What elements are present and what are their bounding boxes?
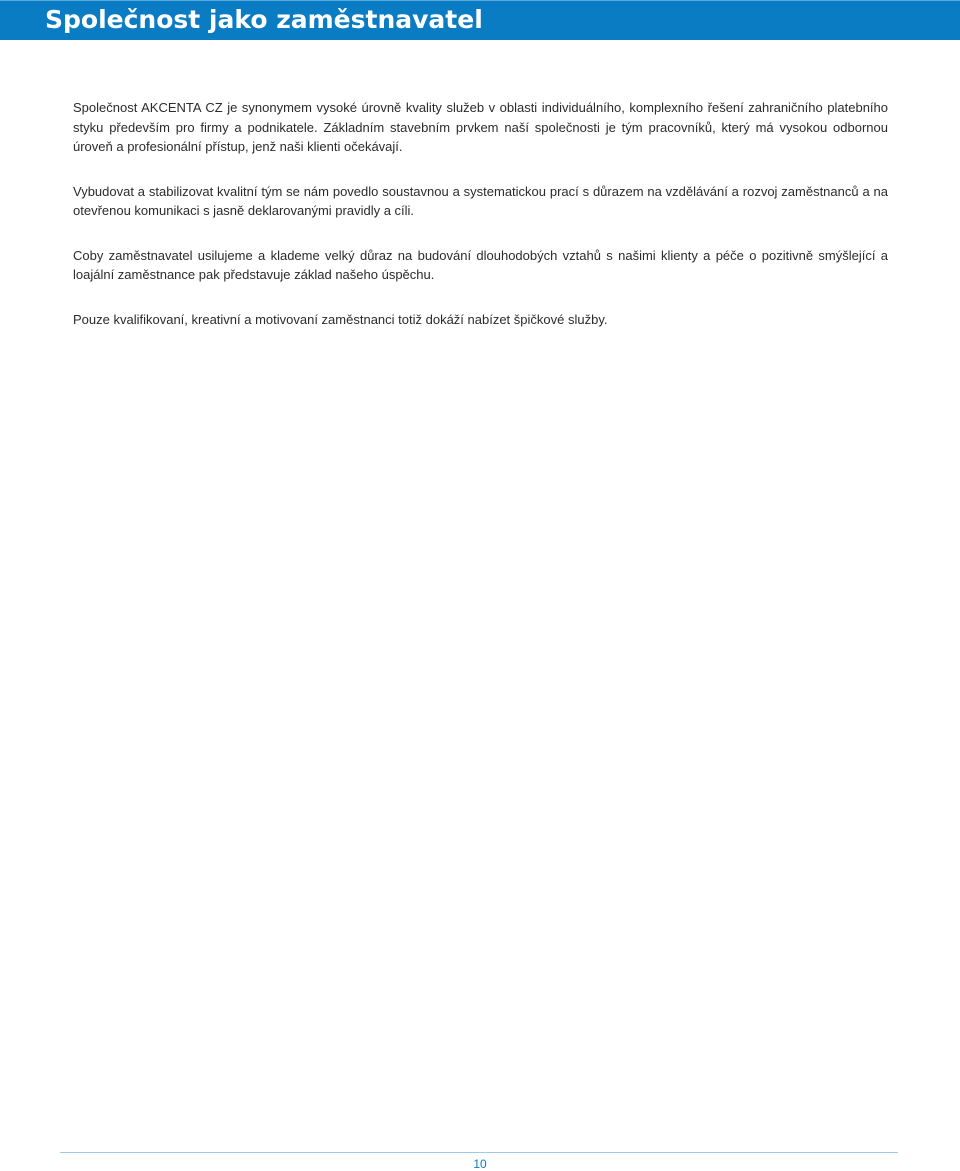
body-text [73,98,888,329]
paragraph-employer: Coby zaměstnavatel usilujeme a klademe velký důraz na budování dlouhodobých vztahů s našimi klienty a péče o pozitivně smýšlející a loajální zaměstnance pak představuje základ našeho úspěchu. [73,247,888,282]
page-title: Společnost jako zaměstnavatel [45,5,483,34]
footer-divider [60,1152,898,1153]
header-band [0,0,960,40]
paragraph-closing: Pouze kvalifikovaní, kreativní a motivovaní zaměstnanci totiž dokáží nabízet špičkové služby. [73,311,608,327]
paragraph-intro: Společnost AKCENTA CZ je synonymem vysoké úrovně kvality služeb v oblasti individuálního, komplexního řešení zahraničního platebního styku především pro firmy a podnikatele. Základním stavebním prvkem naší společnosti je tým pracovníků, který má vysokou odbornou úroveň a profesionální přístup, jenž naši klienti očekávají. [73,100,888,154]
paragraph-team: Vybudovat a stabilizovat kvalitní tým se nám povedlo soustavnou a systematickou prací s důrazem na vzdělávání a rozvoj zaměstnanců a na otevřenou komunikaci s jasně deklarovanými pravidly a cíli. [73,183,888,218]
page-number: 10 [473,1157,487,1171]
